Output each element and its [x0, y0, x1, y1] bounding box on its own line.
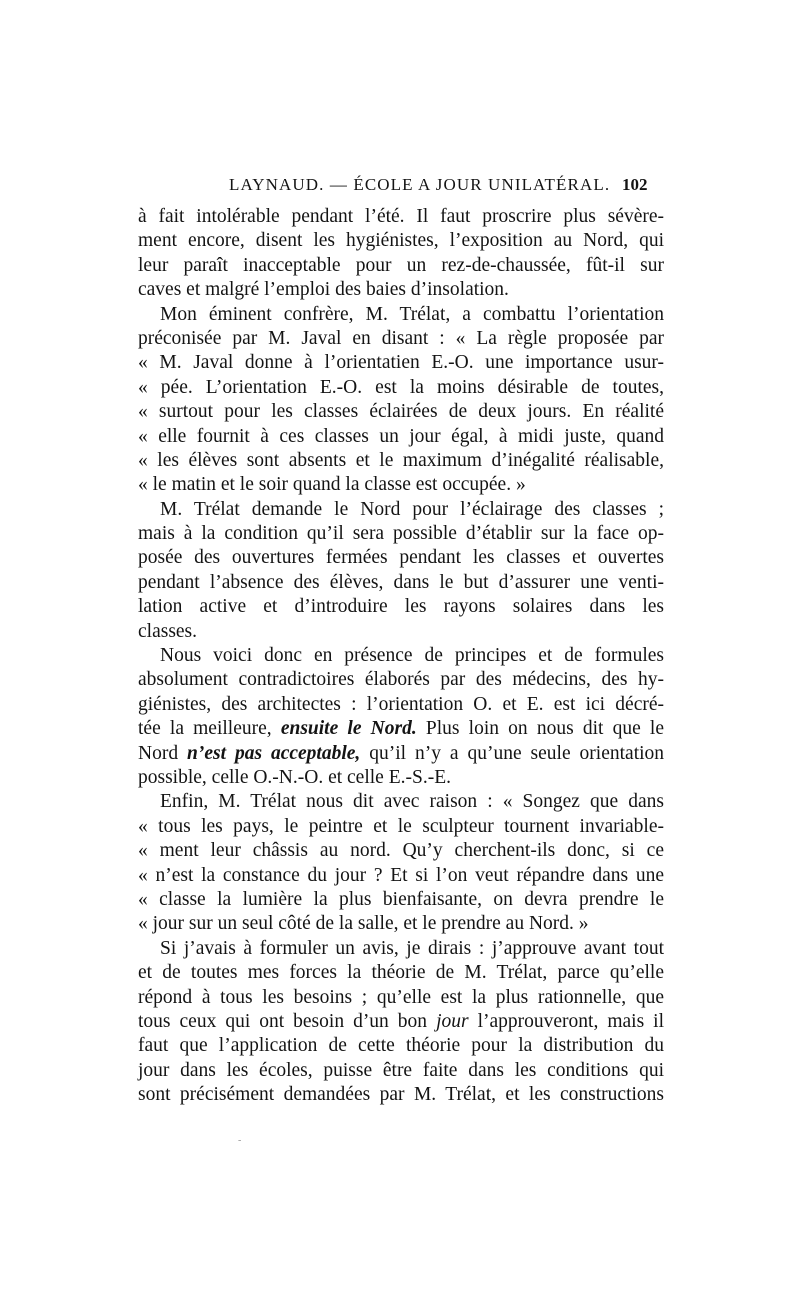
- text-line: absolument contradictoires élaborés par des médecins, des hy-: [138, 669, 664, 691]
- text-line: [138, 742, 664, 766]
- text-line: à fait intolérable pendant l’été. Il faut proscrire plus sévère-: [138, 206, 664, 227]
- text-line: possible, celle O.-N.-O. et celle E.-S.-E.: [138, 766, 451, 788]
- text-line: M. Trélat demande le Nord pour l’éclairage des classes ;: [160, 498, 664, 520]
- page-number: 102: [622, 175, 648, 194]
- text-line: Enfin, M. Trélat nous dit avec raison : « Songez que dans: [160, 791, 664, 813]
- text-line: posée des ouvertures fermées pendant les classes et ouvertes: [138, 547, 664, 569]
- text-line: « jour sur un seul côté de la salle, et le prendre au Nord. »: [138, 913, 589, 935]
- body-text: [138, 205, 664, 1107]
- text-line: ment encore, disent les hygiénistes, l’exposition au Nord, qui: [138, 230, 664, 252]
- text-line: « surtout pour les classes éclairées de deux jours. En réalité: [138, 401, 664, 423]
- text-segment: qu’il n’y a qu’une seule orientation: [369, 742, 665, 764]
- running-header-title: LAYNAUD. — ÉCOLE A JOUR UNILATÉRAL.: [229, 175, 611, 194]
- text-line: « ment leur châssis au nord. Qu’y cherchent-ils donc, si ce: [138, 840, 664, 862]
- text-line: pendant l’absence des élèves, dans le but d’assurer une venti-: [138, 571, 664, 593]
- paragraph-4: [138, 644, 664, 790]
- text-line: mais à la condition qu’il sera possible d’établir sur la face op-: [138, 523, 664, 545]
- running-header: [0, 175, 800, 199]
- text-line: « pée. L’orientation E.-O. est la moins désirable de toutes,: [138, 376, 664, 398]
- text-line: classes.: [138, 620, 198, 642]
- text-line: répond à tous les besoins ; qu’elle est la plus rationnelle, que: [138, 986, 664, 1008]
- paragraph-1: [138, 205, 664, 303]
- emphasis-text: n’est pas acceptable,: [187, 742, 361, 764]
- text-line: lation active et d’introduire les rayons solaires dans les: [138, 596, 664, 618]
- text-line: « n’est la constance du jour ? Et si l’on veut répandre dans une: [138, 864, 664, 886]
- text-segment: Nord: [138, 742, 179, 764]
- text-line: [138, 717, 664, 741]
- text-line: caves et malgré l’emploi des baies d’insolation.: [138, 279, 509, 301]
- text-line: leur paraît inacceptable pour un rez-de-chaussée, fût-il sur: [138, 254, 664, 276]
- footer-mark: -: [238, 1135, 242, 1146]
- text-line: Nous voici donc en présence de principes et de formules: [160, 645, 664, 667]
- paragraph-3: [138, 498, 664, 644]
- text-line: « M. Javal donne à l’orientatien E.-O. une importance usur-: [138, 352, 664, 374]
- text-line: « tous les pays, le peintre et le sculpteur tournent invariable-: [138, 815, 664, 837]
- text-segment: Plus loin on nous dit que le: [425, 718, 665, 740]
- emphasis-text: jour: [436, 1010, 469, 1032]
- text-line: Mon éminent confrère, M. Trélat, a combattu l’orientation: [160, 303, 664, 325]
- paragraph-5: [138, 790, 664, 936]
- text-segment: l’approuveront, mais il: [477, 1010, 664, 1032]
- text-line: Si j’avais à formuler un avis, je dirais : j’approuve avant tout: [160, 937, 664, 959]
- paragraph-2: [138, 303, 664, 498]
- text-line: giénistes, des architectes : l’orientation O. et E. est ici décré-: [138, 693, 664, 715]
- text-line: jour dans les écoles, puisse être faite dans les conditions qui: [138, 1059, 664, 1081]
- text-line: « classe la lumière la plus bienfaisante, on devra prendre le: [138, 888, 664, 910]
- text-line: « elle fournit à ces classes un jour égal, à midi juste, quand: [138, 425, 664, 447]
- text-line: et de toutes mes forces la théorie de M. Trélat, parce qu’elle: [138, 962, 664, 984]
- paragraph-6: [138, 937, 664, 1108]
- emphasis-text: ensuite le Nord.: [280, 718, 417, 740]
- text-line: sont précisément demandées par M. Trélat, et les constructions: [138, 1084, 664, 1106]
- text-line: préconisée par M. Javal en disant : « La règle proposée par: [138, 327, 664, 349]
- text-segment: tous ceux qui ont besoin d’un bon: [138, 1010, 428, 1032]
- text-line: « les élèves sont absents et le maximum d’inégalité réalisable,: [138, 449, 664, 471]
- text-segment: tée la meilleure,: [138, 718, 272, 740]
- text-line: « le matin et le soir quand la classe est occupée. »: [138, 474, 526, 496]
- text-line: faut que l’application de cette théorie pour la distribution du: [138, 1035, 664, 1057]
- text-line: [138, 1010, 664, 1034]
